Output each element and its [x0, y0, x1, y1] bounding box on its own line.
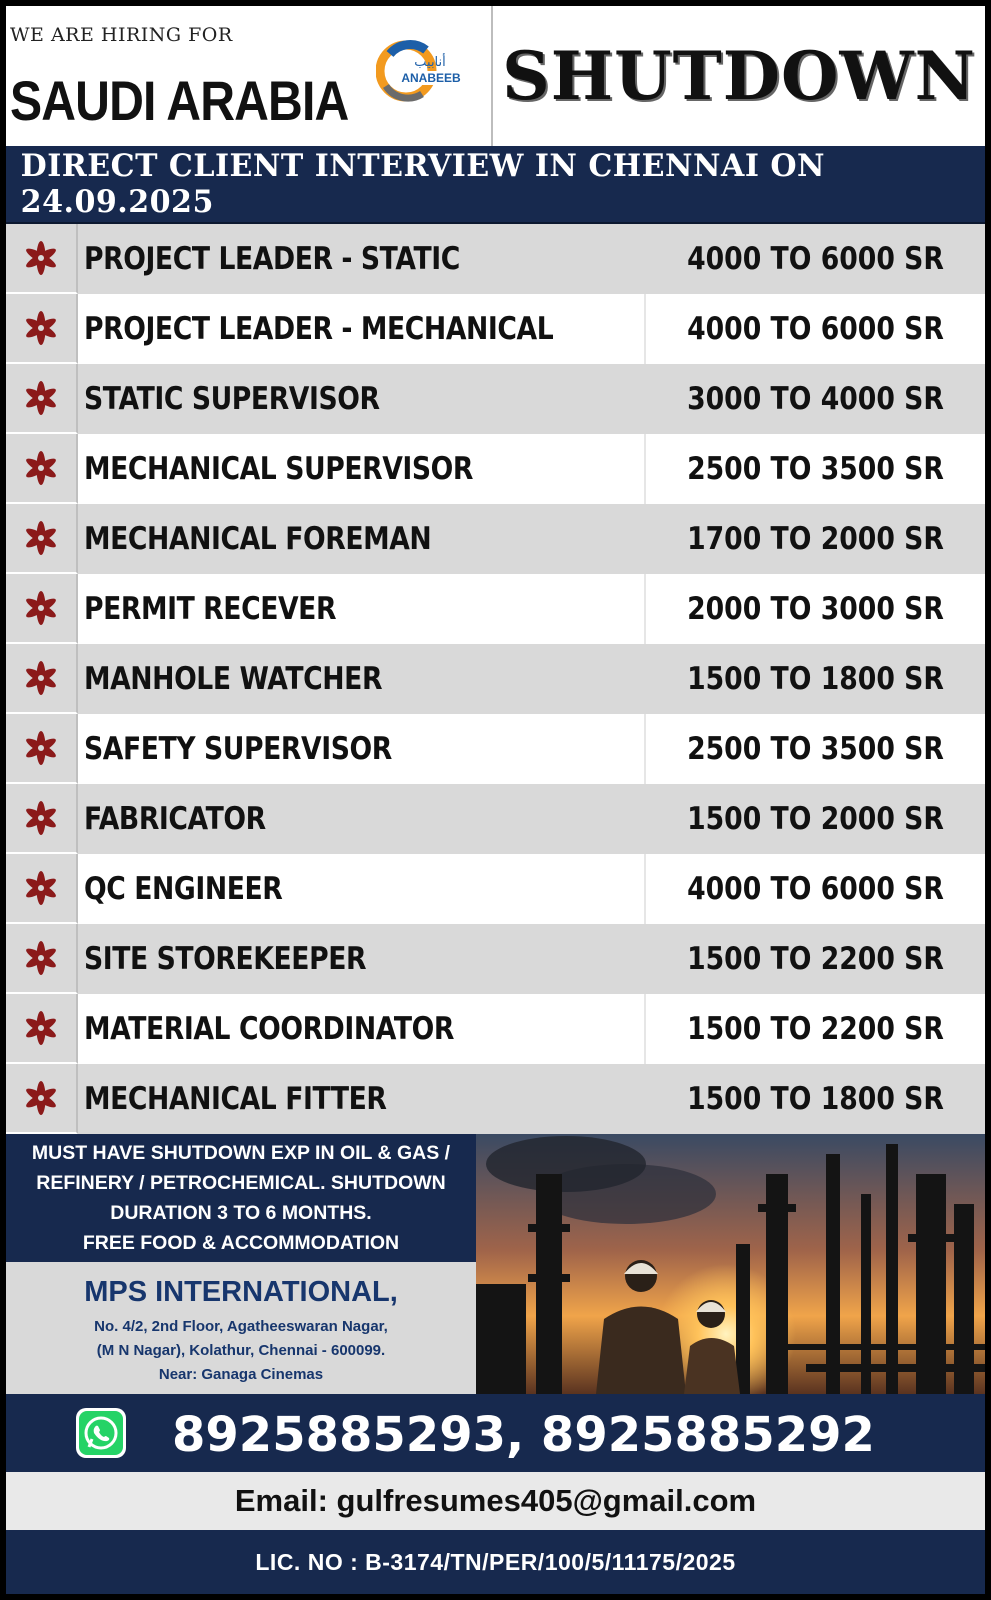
- job-title: PERMIT RECEVER: [84, 591, 337, 627]
- job-salary: 4000 TO 6000 SR: [687, 311, 944, 347]
- refinery-workers-image: [476, 1134, 985, 1394]
- asterisk-icon: [21, 1008, 61, 1048]
- asterisk-cell: [6, 364, 78, 434]
- job-salary: 2000 TO 3000 SR: [687, 591, 944, 627]
- job-title: STATIC SUPERVISOR: [84, 381, 380, 417]
- headline: SHUTDOWN: [502, 37, 976, 115]
- job-row: [6, 224, 985, 294]
- job-title: MECHANICAL SUPERVISOR: [84, 451, 474, 487]
- interview-banner: [6, 146, 985, 226]
- job-title: QC ENGINEER: [84, 871, 283, 907]
- job-row: [6, 504, 985, 574]
- column-divider: [644, 714, 646, 784]
- job-row: [6, 924, 985, 994]
- asterisk-icon: [21, 658, 61, 698]
- job-row: [6, 574, 985, 644]
- header: [6, 6, 985, 146]
- asterisk-cell: [6, 504, 78, 574]
- job-row: [6, 364, 985, 434]
- job-title: PROJECT LEADER - MECHANICAL: [84, 311, 554, 347]
- svg-text:ANABEEB: ANABEEB: [401, 71, 461, 85]
- job-row: [6, 854, 985, 924]
- country-title: SAUDI ARABIA: [10, 69, 349, 132]
- job-row: [6, 434, 985, 504]
- interview-banner-text: DIRECT CLIENT INTERVIEW IN CHENNAI ON 24.09.2025: [20, 148, 825, 220]
- requirement-line: REFINERY / PETROCHEMICAL. SHUTDOWN: [36, 1172, 446, 1194]
- requirement-line: FREE FOOD & ACCOMMODATION: [82, 1232, 400, 1254]
- column-divider: [644, 994, 646, 1064]
- asterisk-icon: [21, 308, 61, 348]
- address-line: No. 4/2, 2nd Floor, Agatheeswaran Nagar,: [94, 1318, 388, 1335]
- company-name: MPS INTERNATIONAL,: [84, 1276, 398, 1308]
- asterisk-icon: [21, 728, 61, 768]
- job-salary: 1500 TO 2200 SR: [687, 1011, 944, 1047]
- job-row: [6, 294, 985, 364]
- asterisk-cell: [6, 294, 78, 364]
- requirement-line: DURATION 3 TO 6 MONTHS.: [110, 1202, 372, 1224]
- license-number: LIC. NO : B-3174/TN/PER/100/5/11175/2025: [255, 1548, 736, 1575]
- header-left: [6, 6, 493, 146]
- job-salary: 1500 TO 1800 SR: [687, 1081, 944, 1117]
- asterisk-icon: [21, 238, 61, 278]
- asterisk-cell: [6, 924, 78, 994]
- asterisk-cell: [6, 1064, 78, 1134]
- address-line: (M N Nagar), Kolathur, Chennai - 600099.: [96, 1342, 386, 1359]
- job-row: [6, 644, 985, 714]
- job-list: [6, 224, 985, 1134]
- asterisk-cell: [6, 994, 78, 1064]
- job-salary: 4000 TO 6000 SR: [687, 871, 944, 907]
- column-divider: [644, 854, 646, 924]
- job-salary: 2500 TO 3500 SR: [687, 451, 944, 487]
- column-divider: [644, 434, 646, 504]
- job-title: SITE STOREKEEPER: [84, 941, 367, 977]
- job-title: MATERIAL COORDINATOR: [84, 1011, 454, 1047]
- asterisk-icon: [21, 1078, 61, 1118]
- asterisk-icon: [21, 378, 61, 418]
- job-row: [6, 994, 985, 1064]
- job-salary: 3000 TO 4000 SR: [687, 381, 944, 417]
- svg-text:أنابيب: أنابيب: [414, 55, 446, 70]
- address-line: Near: Ganaga Cinemas: [158, 1366, 324, 1383]
- job-salary: 2500 TO 3500 SR: [687, 731, 944, 767]
- job-row: [6, 1064, 985, 1134]
- asterisk-icon: [21, 448, 61, 488]
- asterisk-cell: [6, 714, 78, 784]
- job-salary: 1700 TO 2000 SR: [687, 521, 944, 557]
- tagline: WE ARE HIRING FOR: [10, 24, 233, 46]
- job-salary: 1500 TO 2200 SR: [687, 941, 944, 977]
- asterisk-icon: [21, 518, 61, 558]
- hiring-poster: [6, 6, 985, 1594]
- job-row: [6, 784, 985, 854]
- job-title: PROJECT LEADER - STATIC: [84, 241, 460, 277]
- email-address[interactable]: Email: gulfresumes405@gmail.com: [234, 1483, 757, 1518]
- asterisk-cell: [6, 784, 78, 854]
- job-title: MECHANICAL FOREMAN: [84, 521, 432, 557]
- job-title: MECHANICAL FITTER: [84, 1081, 387, 1117]
- job-title: FABRICATOR: [84, 801, 266, 837]
- job-row: [6, 714, 985, 784]
- requirements-text: [21, 1138, 461, 1258]
- asterisk-cell: [6, 644, 78, 714]
- asterisk-cell: [6, 574, 78, 644]
- requirements-box: [6, 1134, 476, 1262]
- asterisk-cell: [6, 224, 78, 294]
- column-divider: [644, 294, 646, 364]
- anabeeb-logo-icon: [376, 36, 466, 106]
- license-bar: [6, 1530, 985, 1594]
- email-bar: [6, 1472, 985, 1530]
- company-box: [6, 1262, 476, 1394]
- asterisk-icon: [21, 588, 61, 628]
- job-title: MANHOLE WATCHER: [84, 661, 383, 697]
- asterisk-cell: [6, 434, 78, 504]
- asterisk-icon: [21, 798, 61, 838]
- phone-numbers[interactable]: 8925885293, 8925885292: [172, 1407, 875, 1463]
- requirement-line: MUST HAVE SHUTDOWN EXP IN OIL & GAS /: [31, 1142, 451, 1164]
- job-title: SAFETY SUPERVISOR: [84, 731, 392, 767]
- asterisk-icon: [21, 868, 61, 908]
- asterisk-cell: [6, 854, 78, 924]
- column-divider: [644, 574, 646, 644]
- job-salary: 1500 TO 2000 SR: [687, 801, 944, 837]
- phone-bar: [6, 1394, 985, 1472]
- job-salary: 4000 TO 6000 SR: [687, 241, 944, 277]
- whatsapp-icon: [74, 1406, 128, 1460]
- asterisk-icon: [21, 938, 61, 978]
- job-salary: 1500 TO 1800 SR: [687, 661, 944, 697]
